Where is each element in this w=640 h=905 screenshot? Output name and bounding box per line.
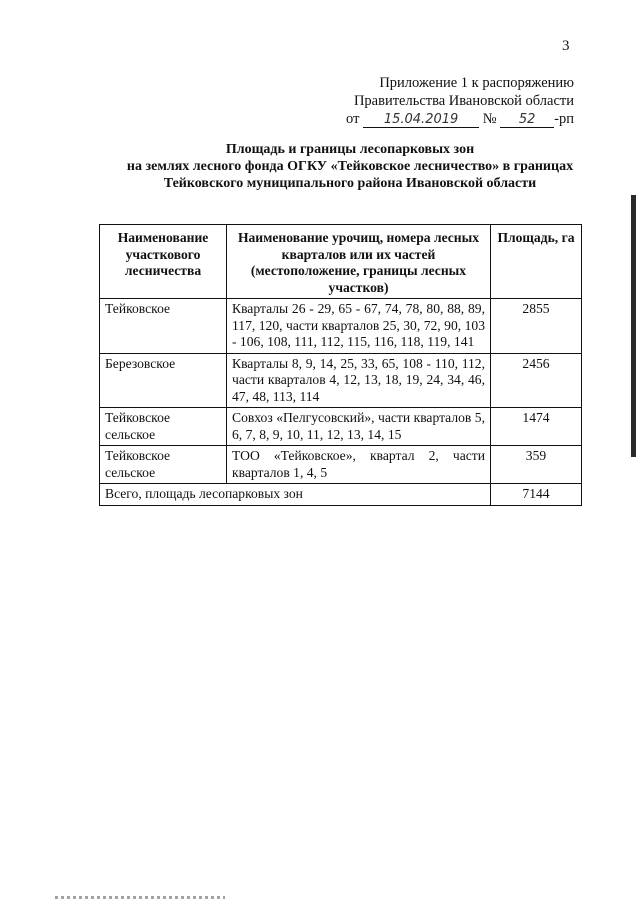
title-line-3: Тейковского муниципального района Ивановской области (163, 176, 537, 191)
number-suffix: -рп (554, 111, 574, 127)
title-line-1: Площадь и границы лесопарковых зон (225, 142, 475, 157)
cell-forestry: Тейковское сельское (100, 408, 227, 446)
total-area: 7144 (491, 484, 582, 506)
table-row (100, 446, 582, 484)
document-title (80, 141, 620, 192)
scan-edge-mark (631, 195, 636, 457)
page-number: 3 (562, 38, 570, 54)
appendix-line-2: Правительства Ивановской области (353, 93, 574, 109)
table-header-row (100, 225, 582, 299)
forest-zones-table (99, 224, 582, 506)
cell-forestry: Тейковское сельское (100, 446, 227, 484)
header-area: Площадь, га (491, 225, 582, 299)
cell-area: 359 (491, 446, 582, 484)
cell-area: 1474 (491, 408, 582, 446)
handwritten-number: 52 (500, 112, 554, 128)
scan-bottom-artifact (55, 896, 225, 899)
cell-area: 2855 (491, 299, 582, 354)
cell-description: ТОО «Тейковское», квартал 2, части кварталов 1, 4, 5 (227, 446, 491, 484)
from-label: от (346, 111, 360, 127)
handwritten-date: 15.04.2019 (363, 112, 479, 128)
table-row (100, 353, 582, 408)
table-total-row (100, 484, 582, 506)
appendix-header (346, 74, 574, 128)
table-row (100, 408, 582, 446)
cell-description: Кварталы 8, 9, 14, 25, 33, 65, 108 - 110, 112, части кварталов 4, 12, 13, 18, 19, 24, 34, 46, 47, 48, 113, 114 (227, 353, 491, 408)
header-description: Наименование урочищ, номера лесных кварталов или их частей (местоположение, границы лесных участков) (227, 225, 491, 299)
appendix-line-1: Приложение 1 к распоряжению (379, 75, 574, 91)
header-forestry: Наименование участкового лесничества (100, 225, 227, 299)
cell-description: Кварталы 26 - 29, 65 - 67, 74, 78, 80, 88, 89, 117, 120, части кварталов 25, 30, 72, 90, 103 - 106, 108, 111, 112, 115, 116, 118, 119, 141 (227, 299, 491, 354)
cell-forestry: Березовское (100, 353, 227, 408)
appendix-date-line (346, 110, 574, 128)
total-label: Всего, площадь лесопарковых зон (100, 484, 491, 506)
cell-description: Совхоз «Пелгусовский», части кварталов 5, 6, 7, 8, 9, 10, 11, 12, 13, 14, 15 (227, 408, 491, 446)
number-label: № (482, 111, 497, 127)
cell-forestry: Тейковское (100, 299, 227, 354)
cell-area: 2456 (491, 353, 582, 408)
title-line-2: на землях лесного фонда ОГКУ «Тейковское лесничество» в границах (126, 159, 574, 174)
table-row (100, 299, 582, 354)
